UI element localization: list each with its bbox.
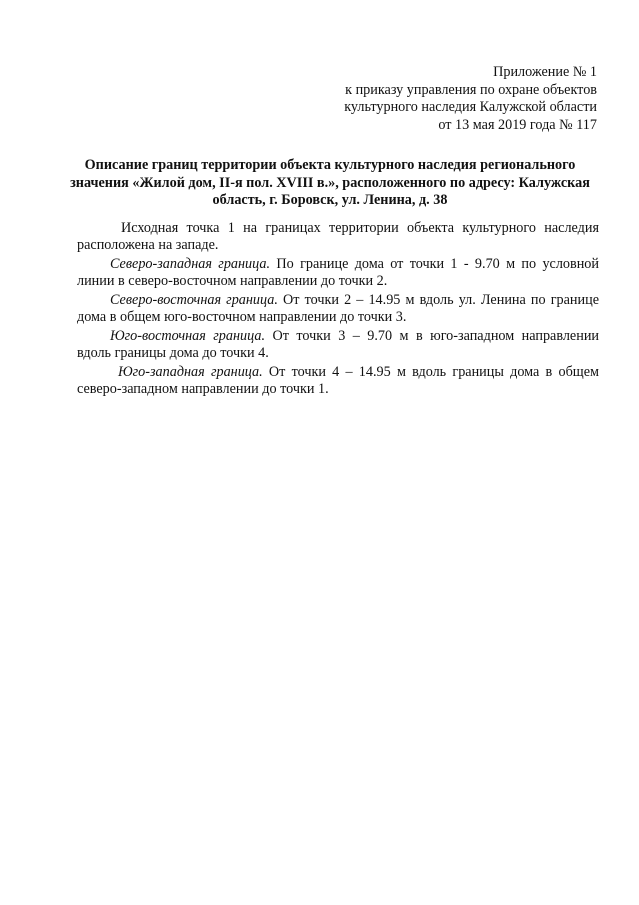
appendix-date: от 13 мая 2019 года № 117	[438, 116, 597, 133]
paragraph-line: дома в общем юго-восточном направлении до точки 3.	[77, 309, 407, 326]
appendix-header	[297, 64, 597, 134]
paragraph-line: линии в северо-восточном направлении до точки 2.	[77, 273, 388, 290]
border-description: От точки 4 – 14.95 м вдоль границы дома в общем	[262, 364, 599, 380]
title-line-2: значения «Жилой дом, II-я пол. XVIII в.», расположенного по адресу: Калужская	[70, 174, 590, 191]
border-label: Юго-западная граница.	[118, 364, 263, 380]
paragraph-line: Исходная точка 1 на границах территории объекта культурного наследия	[121, 220, 599, 236]
paragraph-southeast-border	[77, 328, 599, 363]
paragraph-line	[77, 256, 599, 273]
border-description: От точки 2 – 14.95 м вдоль ул. Ленина по границе	[277, 292, 599, 308]
border-description: От точки 3 – 9.70 м в юго-западном направлении	[265, 328, 600, 344]
paragraph-line: северо-западном направлении до точки 1.	[77, 381, 329, 398]
border-label: Юго-восточная граница.	[110, 328, 266, 344]
document-title	[64, 157, 596, 210]
paragraph-line	[77, 292, 599, 309]
border-description: По границе дома от точки 1 - 9.70 м по условной	[270, 256, 599, 272]
paragraph-line: вдоль границы дома до точки 4.	[77, 345, 269, 362]
title-line-1: Описание границ территории объекта культурного наследия регионального	[84, 157, 576, 173]
title-line-3: область, г. Боровск, ул. Ленина, д. 38	[212, 192, 448, 208]
paragraph-line	[77, 328, 599, 345]
paragraph-line	[77, 364, 599, 381]
paragraph-line: расположена на западе.	[77, 237, 219, 254]
border-label: Северо-западная граница.	[110, 256, 271, 272]
paragraph-northeast-border	[77, 292, 599, 327]
paragraph-origin-point	[77, 220, 599, 255]
appendix-number: Приложение № 1	[493, 64, 597, 80]
appendix-organization: культурного наследия Калужской области	[344, 99, 597, 115]
document-body	[77, 220, 599, 400]
paragraph-southwest-border	[77, 364, 599, 399]
paragraph-northwest-border	[77, 256, 599, 291]
border-label: Северо-восточная граница.	[110, 292, 278, 308]
appendix-order-line: к приказу управления по охране объектов	[345, 81, 597, 98]
